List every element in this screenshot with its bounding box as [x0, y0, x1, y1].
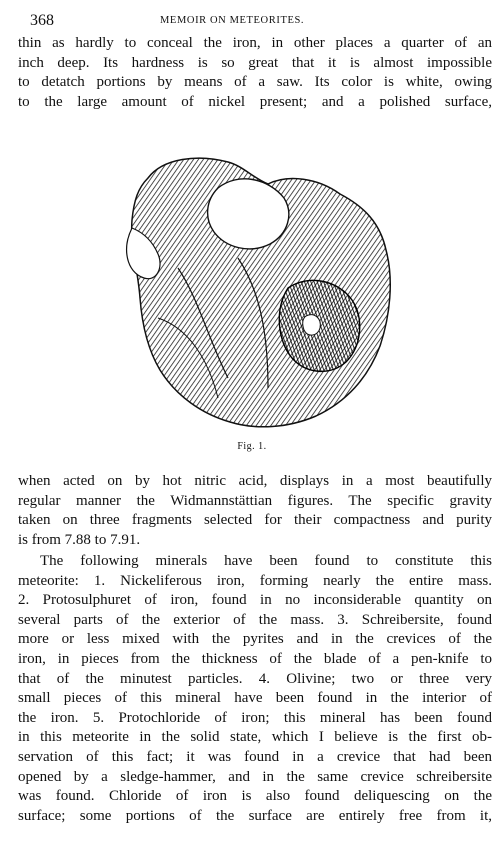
text-line: thin as hardly to conceal the iron, in other places a quarter of an	[18, 35, 492, 51]
text-line: meteorite: 1. Nickeliferous iron, forming nearly the entire mass.	[18, 572, 492, 589]
text-line: several parts of the exterior of the mass. 3. Schreibersite, found	[18, 611, 492, 628]
text-line: surface; some portions of the surface are entirely free from it,	[18, 807, 492, 824]
running-head: MEMOIR ON METEORITES.	[160, 15, 305, 26]
page-number: 368	[30, 12, 54, 29]
text-line: the iron. 5. Protochloride of iron; this mineral has been found	[18, 709, 492, 726]
paragraph-intro	[18, 34, 492, 112]
text-line: small pieces of this mineral have been found in the interior of	[18, 690, 492, 707]
text-line: was found. Chloride of iron is also found deliquescing on the	[18, 788, 492, 805]
meteorite-engraving-svg	[118, 148, 400, 434]
meteorite-illustration	[118, 148, 400, 434]
text-line: is from 7.88 to 7.91.	[18, 531, 141, 548]
text-line: that of the minutest particles. 4. Olivine; two or three very	[18, 670, 492, 687]
text-line: regular manner the Widmannstättian figures. The specific gravity	[18, 492, 492, 509]
paragraph-specific-gravity	[18, 472, 492, 550]
text-line: opened by a sledge-hammer, and in the same crevice schreibersite	[18, 768, 492, 785]
text-line: iron, in pieces from the thickness of the blade of a pen-knife to	[18, 650, 492, 667]
text-line: The following minerals have been found to constitute this	[40, 553, 492, 569]
text-line: 2. Protosulphuret of iron, found in no inconsiderable quantity on	[18, 592, 492, 609]
text-line: in this meteorite in the solid state, which I believe is the first ob-	[18, 729, 492, 746]
figure-caption: Fig. 1.	[237, 441, 267, 452]
text-line: taken on three fragments selected for their compactness and purity	[18, 512, 492, 529]
text-line: to the large amount of nickel present; and a polished surface,	[18, 93, 492, 110]
text-line: inch deep. Its hardness is so great that it is almost impossible	[18, 54, 492, 71]
page-header	[0, 12, 504, 36]
text-line: more or less mixed with the pyrites and in the crevices of the	[18, 631, 492, 648]
text-line: servation of this fact; it was found in a crevice that had been	[18, 748, 492, 765]
text-line: when acted on by hot nitric acid, displays in a most beautifully	[18, 473, 492, 489]
paragraph-minerals	[18, 552, 492, 826]
text-line: to detatch portions by means of a saw. Its color is white, owing	[18, 74, 492, 91]
